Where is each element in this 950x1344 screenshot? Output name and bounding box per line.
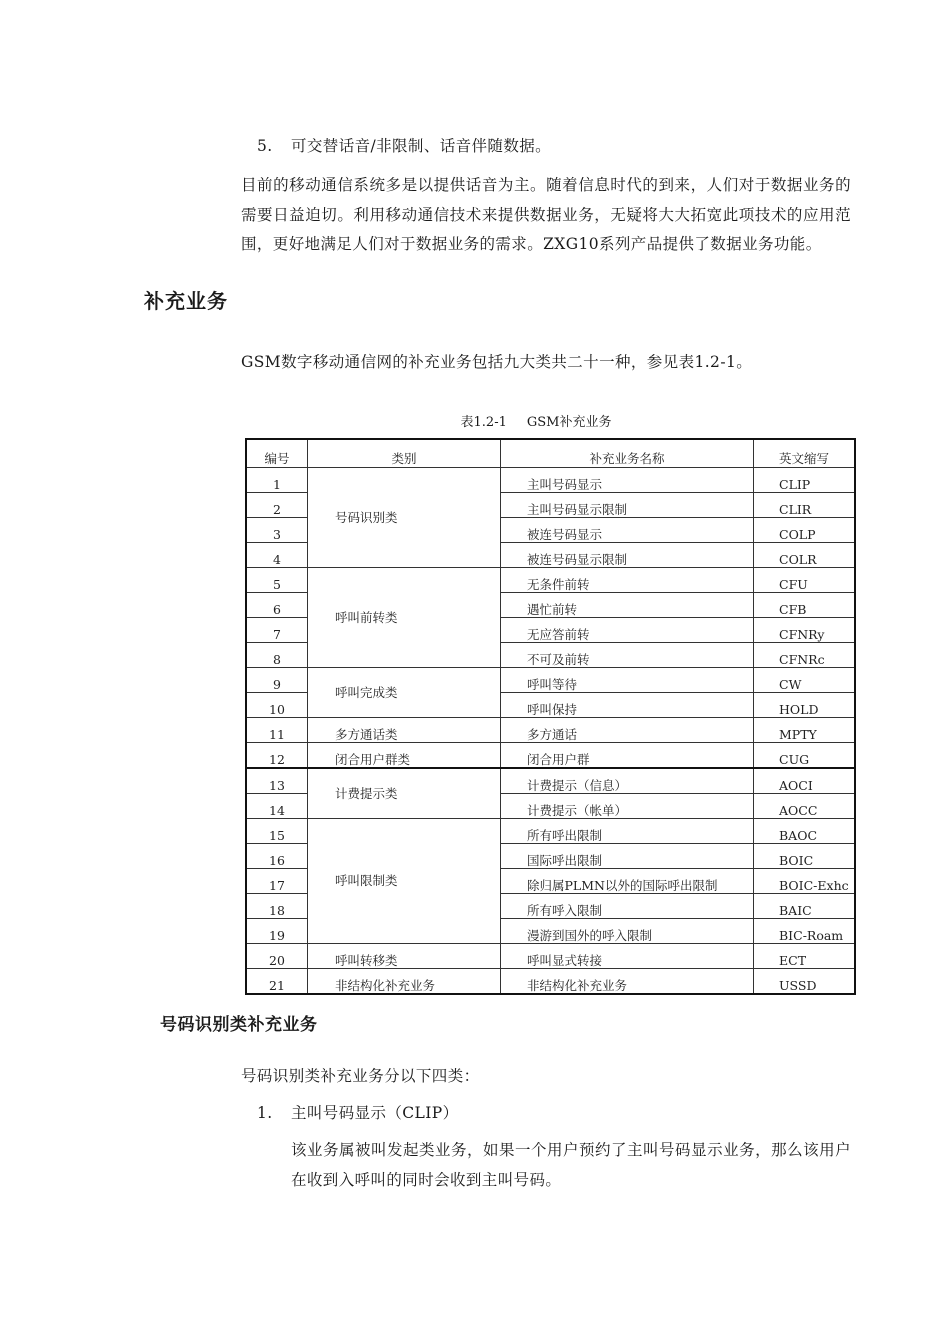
- table-caption-title: GSM补充业务: [526, 415, 612, 430]
- list-text: 主叫号码显示（CLIP）: [291, 1104, 459, 1122]
- cell-abbreviation: CUG: [754, 743, 856, 769]
- cell-abbreviation: CFNRy: [754, 618, 856, 643]
- cell-number: 19: [246, 919, 308, 944]
- list-number: 5.: [257, 137, 273, 155]
- cell-number: 9: [246, 668, 308, 693]
- paragraph-data-services: 目前的移动通信系统多是以提供话音为主。随着信息时代的到来，人们对于数据业务的需要日益迫切。利用移动通信技术来提供数据业务，无疑将大大拓宽此项技术的应用范围，更好地满足人们对于数据业务的需求。ZXG10系列产品提供了数据业务功能。: [241, 176, 851, 253]
- table-row: [246, 969, 855, 995]
- table-row: [246, 944, 855, 969]
- cell-service-name: 无条件前转: [501, 568, 754, 593]
- cell-abbreviation: COLR: [754, 543, 856, 568]
- paragraph-categories: 号码识别类补充业务分以下四类：: [241, 1067, 480, 1085]
- table-caption-label: 表1.2-1: [460, 415, 507, 430]
- cell-number: 6: [246, 593, 308, 618]
- cell-abbreviation: CLIR: [754, 493, 856, 518]
- cell-service-name: 遇忙前转: [501, 593, 754, 618]
- cell-service-name: 漫游到国外的呼入限制: [501, 919, 754, 944]
- cell-service-name: 主叫号码显示: [501, 468, 754, 493]
- cell-service-name: 非结构化补充业务: [501, 969, 754, 995]
- cell-number: 2: [246, 493, 308, 518]
- header-service-name: 补充业务名称: [501, 439, 754, 468]
- list-item-1: [257, 1099, 459, 1129]
- cell-number: 8: [246, 643, 308, 668]
- table-row: [246, 468, 855, 493]
- table-row: [246, 668, 855, 693]
- cell-number: 4: [246, 543, 308, 568]
- cell-abbreviation: BAIC: [754, 894, 856, 919]
- cell-service-name: 除归属PLMN以外的国际呼出限制: [501, 869, 754, 894]
- header-category: 类别: [308, 439, 501, 468]
- cell-category: 呼叫转移类: [308, 944, 501, 969]
- cell-service-name: 主叫号码显示限制: [501, 493, 754, 518]
- cell-category: 计费提示类: [308, 768, 501, 819]
- cell-number: 5: [246, 568, 308, 593]
- list-item-5: [257, 132, 857, 162]
- table-row: [246, 568, 855, 593]
- cell-abbreviation: USSD: [754, 969, 856, 995]
- paragraph-intro: GSM数字移动通信网的补充业务包括九大类共二十一种，参见表1.2-1。: [241, 353, 753, 371]
- cell-abbreviation: BOIC-Exhc: [754, 869, 856, 894]
- cell-category: 呼叫前转类: [308, 568, 501, 668]
- cell-service-name: 多方通话: [501, 718, 754, 743]
- cell-category: 呼叫完成类: [308, 668, 501, 718]
- cell-abbreviation: CFU: [754, 568, 856, 593]
- cell-abbreviation: HOLD: [754, 693, 856, 718]
- cell-service-name: 不可及前转: [501, 643, 754, 668]
- cell-abbreviation: CLIP: [754, 468, 856, 493]
- cell-service-name: 所有呼出限制: [501, 819, 754, 844]
- cell-number: 1: [246, 468, 308, 493]
- cell-service-name: 呼叫等待: [501, 668, 754, 693]
- cell-number: 11: [246, 718, 308, 743]
- cell-number: 13: [246, 768, 308, 794]
- table-row: [246, 819, 855, 844]
- cell-number: 14: [246, 794, 308, 819]
- header-number: 编号: [246, 439, 308, 468]
- cell-category: 呼叫限制类: [308, 819, 501, 944]
- cell-service-name: 被连号码显示限制: [501, 543, 754, 568]
- header-abbreviation: 英文缩写: [754, 439, 856, 468]
- table-caption: [246, 411, 826, 430]
- cell-service-name: 国际呼出限制: [501, 844, 754, 869]
- cell-service-name: 计费提示（帐单）: [501, 794, 754, 819]
- cell-abbreviation: BIC-Roam: [754, 919, 856, 944]
- cell-number: 18: [246, 894, 308, 919]
- list-number: 1.: [257, 1104, 273, 1122]
- table-header-row: [246, 439, 855, 468]
- cell-abbreviation: BAOC: [754, 819, 856, 844]
- paragraph-clip-description: 该业务属被叫发起类业务，如果一个用户预约了主叫号码显示业务，那么该用户在收到入呼叫的同时会收到主叫号码。: [291, 1141, 851, 1189]
- cell-category: 多方通话类: [308, 718, 501, 743]
- cell-abbreviation: AOCI: [754, 768, 856, 794]
- cell-number: 7: [246, 618, 308, 643]
- table-row: [246, 743, 855, 769]
- cell-service-name: 无应答前转: [501, 618, 754, 643]
- cell-service-name: 所有呼入限制: [501, 894, 754, 919]
- cell-abbreviation: CFNRc: [754, 643, 856, 668]
- cell-abbreviation: CW: [754, 668, 856, 693]
- subsection-heading: 号码识别类补充业务: [160, 1015, 318, 1035]
- cell-abbreviation: CFB: [754, 593, 856, 618]
- cell-abbreviation: AOCC: [754, 794, 856, 819]
- cell-number: 21: [246, 969, 308, 995]
- cell-abbreviation: BOIC: [754, 844, 856, 869]
- table-row: [246, 718, 855, 743]
- cell-number: 12: [246, 743, 308, 769]
- section-heading: 补充业务: [144, 289, 228, 313]
- supplementary-services-table: [245, 438, 856, 995]
- cell-abbreviation: COLP: [754, 518, 856, 543]
- cell-category: 非结构化补充业务: [308, 969, 501, 995]
- cell-service-name: 呼叫显式转接: [501, 944, 754, 969]
- cell-number: 20: [246, 944, 308, 969]
- cell-number: 15: [246, 819, 308, 844]
- cell-service-name: 闭合用户群: [501, 743, 754, 769]
- cell-service-name: 计费提示（信息）: [501, 768, 754, 794]
- cell-service-name: 呼叫保持: [501, 693, 754, 718]
- cell-number: 3: [246, 518, 308, 543]
- cell-abbreviation: ECT: [754, 944, 856, 969]
- table-row: [246, 768, 855, 794]
- list-text: 可交替话音/非限制、话音伴随数据。: [291, 137, 552, 155]
- cell-number: 17: [246, 869, 308, 894]
- cell-category: 闭合用户群类: [308, 743, 501, 769]
- cell-number: 10: [246, 693, 308, 718]
- cell-number: 16: [246, 844, 308, 869]
- cell-service-name: 被连号码显示: [501, 518, 754, 543]
- cell-category: 号码识别类: [308, 468, 501, 568]
- cell-abbreviation: MPTY: [754, 718, 856, 743]
